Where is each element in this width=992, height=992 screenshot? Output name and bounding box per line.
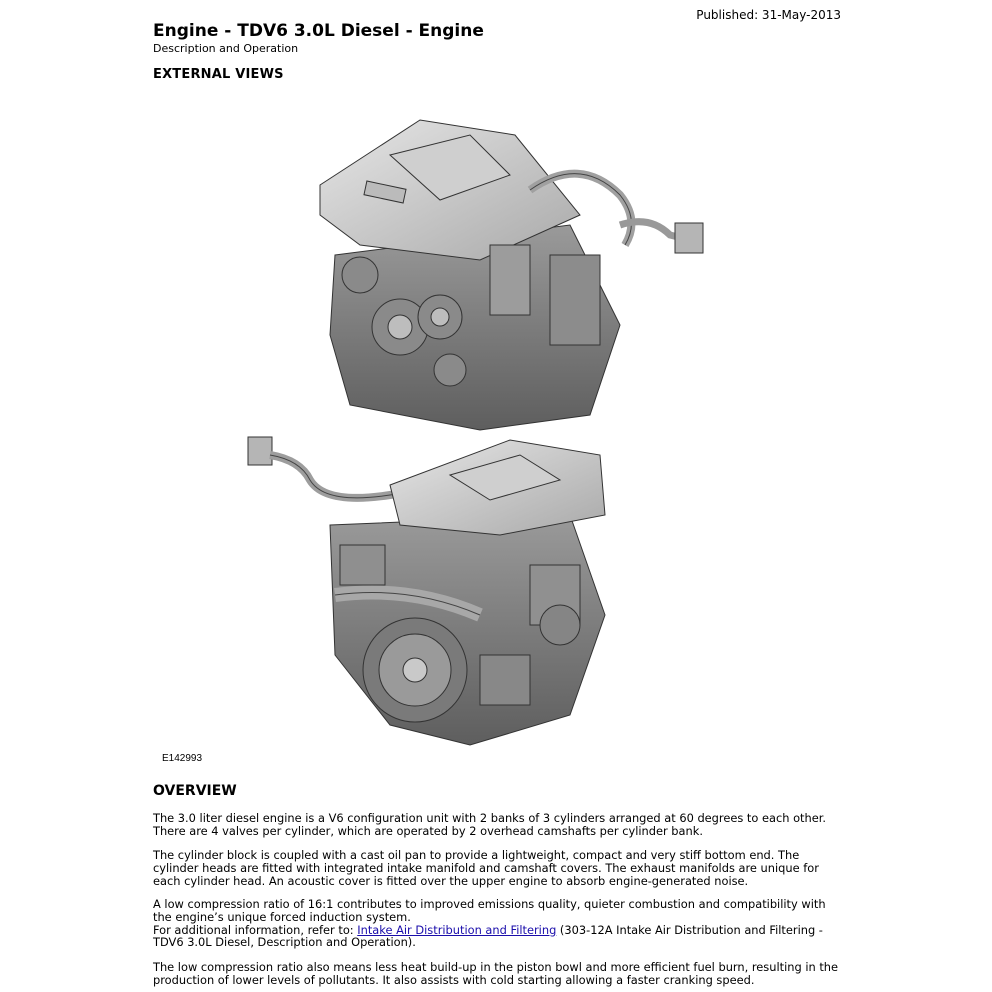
engine-view-rear (248, 437, 605, 745)
page-subtitle: Description and Operation (153, 42, 299, 55)
overview-paragraph-3-text: A low compression ratio of 16:1 contributes to improved emissions quality, quieter combustion and compatibility with the engine’s unique forced induction system. (153, 897, 826, 924)
engine-view-front (320, 120, 703, 430)
overview-paragraph-3 (153, 898, 843, 949)
overview-heading: OVERVIEW (153, 783, 237, 799)
intake-air-link[interactable]: Intake Air Distribution and Filtering (357, 922, 557, 937)
external-views-heading: EXTERNAL VIEWS (153, 67, 284, 82)
published-date: Published: 31-May-2013 (696, 8, 841, 22)
engine-illustration (150, 95, 850, 775)
overview-paragraph-2: The cylinder block is coupled with a cast oil pan to provide a lightweight, compact and very stiff bottom end. The cylinder heads are fitted with integrated intake manifold and camshaft covers. The exhaust manifolds are unique for each cylinder head. An acoustic cover is fitted over the upper engine to absorb engine-generated noise. (153, 848, 819, 888)
overview-paragraph-4: The low compression ratio also means less heat build-up in the piston bowl and more efficient fuel burn, resulting in the production of lower levels of pollutants. It also assists with cold starting allowing a faster cranking speed. (153, 960, 839, 987)
overview-paragraph-1: The 3.0 liter diesel engine is a V6 configuration unit with 2 banks of 3 cylinders arranged at 60 degrees to each other. There are 4 valves per cylinder, which are operated by 2 overhead camshafts per cylinder bank. (153, 811, 826, 838)
reference-text: (303-12A Intake Air Distribution and Filtering - TDV6 3.0L Diesel, Description and Operation). (153, 922, 823, 950)
figure-id: E142993 (162, 753, 203, 764)
refer-to-label: For additional information, refer to: (153, 922, 358, 937)
page-title: Engine - TDV6 3.0L Diesel - Engine (153, 21, 484, 41)
